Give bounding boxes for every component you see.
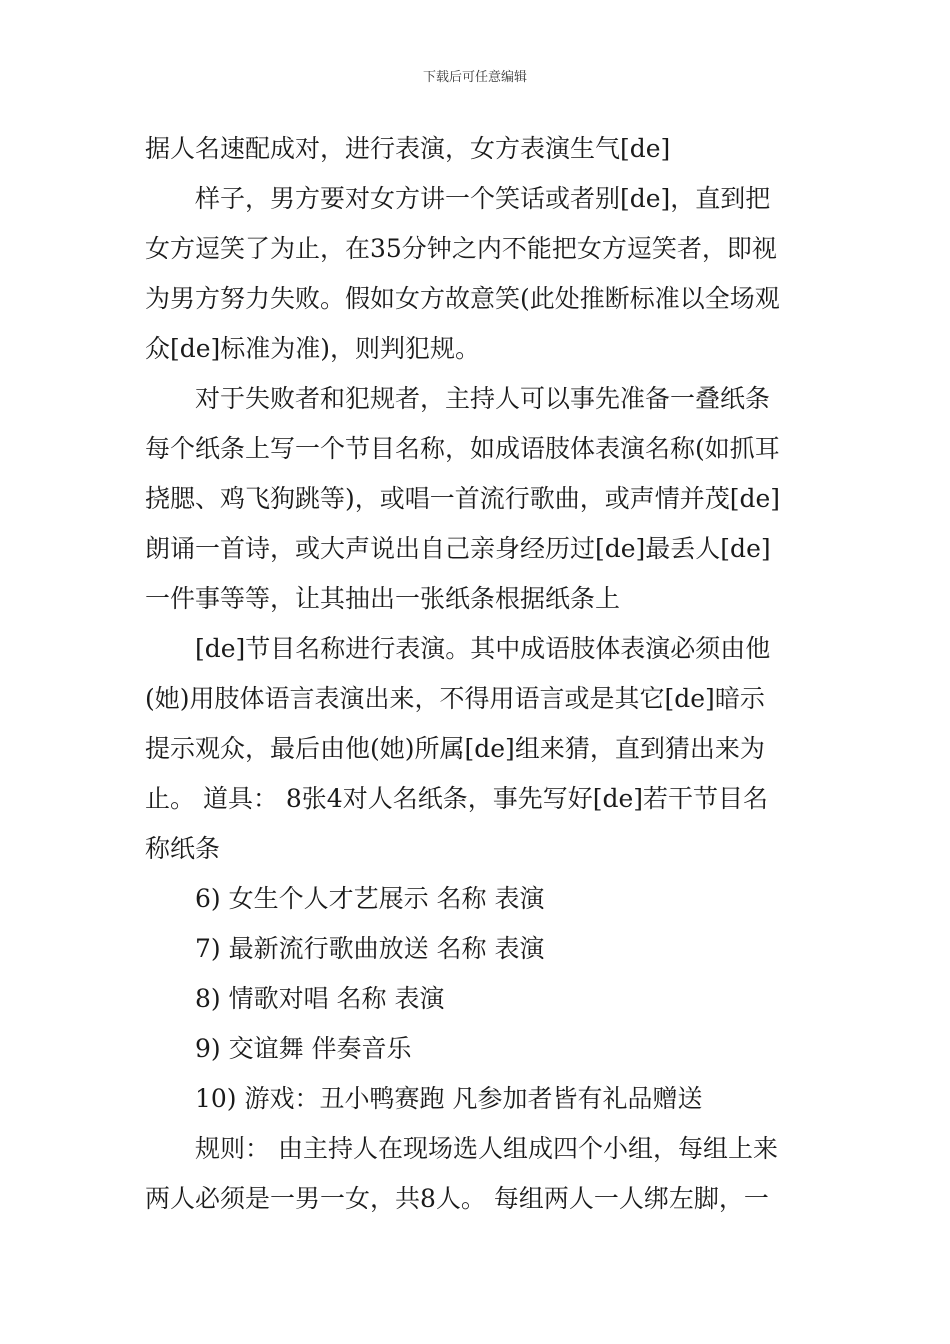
text-line: 对于失败者和犯规者，主持人可以事先准备一叠纸条 [195,384,771,413]
text-line: 7) 最新流行歌曲放送 名称 表演 [195,934,545,963]
text-line: 一件事等等，让其抽出一张纸条根据纸条上 [145,584,621,613]
document-body [145,124,810,1224]
text-line: (她)用肢体语言表演出来，不得用语言或是其它[de]暗示 [145,684,765,713]
text-line: 6) 女生个人才艺展示 名称 表演 [195,884,545,913]
text-line: 挠腮、鸡飞狗跳等)，或唱一首流行歌曲，或声情并茂[de] [145,484,781,513]
text-line: [de]节目名称进行表演。其中成语肢体表演必须由他 [195,634,771,663]
text-line: 规则： 由主持人在现场选人组成四个小组，每组上来 [195,1134,778,1163]
text-line: 朗诵一首诗，或大声说出自己亲身经历过[de]最丢人[de] [145,534,771,563]
text-line: 两人必须是一男一女，共8人。 每组两人一人绑左脚，一 [145,1184,769,1213]
text-line: 为男方努力失败。假如女方故意笑(此处推断标准以全场观 [145,284,780,313]
text-line: 8) 情歌对唱 名称 表演 [195,984,445,1013]
text-line: 女方逗笑了为止，在35分钟之内不能把女方逗笑者，即视 [145,234,777,263]
text-line: 止。 道具： 8张4对人名纸条，事先写好[de]若干节目名 [145,784,769,813]
text-line: 10) 游戏：丑小鸭赛跑 凡参加者皆有礼品赠送 [195,1084,703,1113]
text-line: 称纸条 [145,834,221,863]
text-line: 众[de]标准为准)，则判犯规。 [145,334,481,363]
text-line: 9) 交谊舞 伴奏音乐 [195,1034,412,1063]
text-line: 据人名速配成对，进行表演，女方表演生气[de] [145,134,671,163]
text-line: 提示观众，最后由他(她)所属[de]组来猜，直到猜出来为 [145,734,765,763]
text-line: 每个纸条上写一个节目名称，如成语肢体表演名称(如抓耳 [145,434,780,463]
text-line: 样子，男方要对女方讲一个笑话或者别[de]，直到把 [195,184,771,213]
page-header-note: 下载后可任意编辑 [422,70,527,85]
